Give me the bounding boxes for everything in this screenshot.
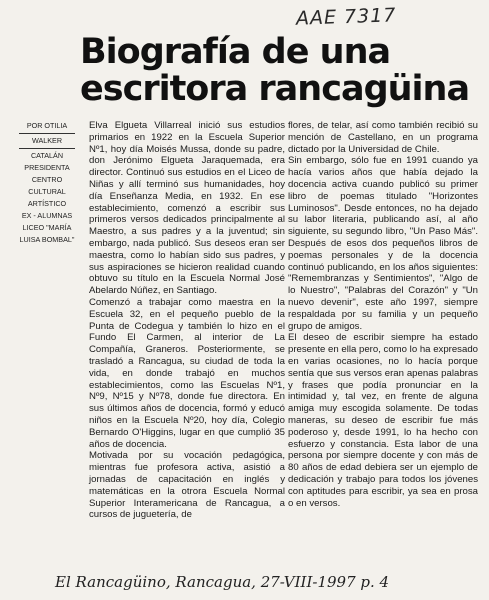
article-paragraph: Elva Elgueta Villarreal inició sus estudios primarios en 1922 en la Escuela Superior Nº1, hoy día Moisés Mussa, donde su padre, don Jerónimo Elgueta Jaraquemada, era director. Continuó sus estudios en el Liceo de Niñas y allí terminó sus humanidades, hoy día Enseñanza Media, en 1932. En ese establecimiento, comenzó a escribir sus primeros versos dedicados principalmente al Maestro, a sus padres y a la juventud; sin embargo, nada publicó. Sus deseos eran ser maestra, como lo habían sido sus padres, y sus aspiraciones se hicieron realidad cuando obtuvo su título en la Escuela Normal José Abelardo Núñez, en Santiago. (89, 120, 285, 297)
byline-line: EX - ALUMNAS (21, 211, 73, 220)
byline-line: POR OTILIA (26, 121, 68, 130)
headline-line-2: escritora rancagüina (80, 69, 470, 109)
byline-line: LUISA BOMBAL" (19, 235, 75, 244)
article-column-1 (89, 120, 285, 521)
archive-stamp: AAE 7317 (295, 4, 397, 30)
article-paragraph: El deseo de escribir siempre ha estado presente en ella pero, como lo ha expresado en varias ocasiones, no lo hacía porque sentía que sus versos eran apenas palabras y frases que podía pronunciar en la intimidad y, tal vez, en frente de alguna amiga muy escogida solamente. De todas maneras, su deseo de escribir fue más poderoso y, desde 1991, lo ha hecho con esfuerzo y constancia. Esta labor de una persona por siempre docente y con más de 80 años de edad debiera ser un ejemplo de dedicación y trabajo para todos los jóvenes con aptitudes para escribir, ya sea en prosa o en versos. (288, 332, 478, 509)
headline-line-1: Biografía de una (80, 32, 391, 72)
byline-divider (19, 148, 75, 149)
byline-line: CATALÁN (30, 151, 64, 160)
byline-line: LICEO "MARÍA (22, 223, 72, 232)
source-citation: El Rancagüino, Rancagua, 27-VIII-1997 p. 4 (55, 573, 390, 591)
article-paragraph: Sin embargo, sólo fue en 1991 cuando ya hacía varios años que había dejado la docencia activa cuando publicó su primer libro de poemas titulado "Horizontes Luminosos". Desde entonces, no ha dejado su labor literaria, publicando así, al año siguiente, su segundo libro, "Un Paso Más". Después de esos dos pequeños libros de poemas personales y de la docencia continuó publicando, en los años siguientes: "Remembranzas y Sentimientos", "Algo de lo Nuestro", "Palabras del Corazón" y "Un nuevo devenir", este año 1997, siempre respaldada por su familia y un pequeño grupo de amigos. (288, 155, 478, 332)
byline-line: CULTURAL (28, 187, 66, 196)
article-paragraph: Motivada por su vocación pedagógica, mientras fue profesora activa, asistió a jornadas de capacitación en inglés y matemáticas en la otrora Escuela Normal Superior Interamericana de Rancagua, a cursos de juguetería, de (89, 450, 285, 521)
article-column-2 (288, 120, 478, 509)
byline-line: PRESIDENTA (24, 163, 70, 172)
byline-line: CENTRO (31, 175, 63, 184)
article-paragraph: flores, de telar, así como también recibió su mención de Castellano, en un programa dictado por la Universidad de Chile. (288, 120, 478, 155)
article-paragraph: Comenzó a trabajar como maestra en la Escuela 32, en el pequeño pueblo de la Punta de Codegua y también lo hizo en el Fundo El Carmen, al interior de La Compañía, Graneros. Posteriormente, se trasladó a Rancagua, su ciudad de toda la vida, en donde trabajó en muchos establecimientos, como las Escuelas Nº1, Nº9, Nº15 y Nº78, donde fue directora. En sus últimos años de docencia, formó y educó niños en la Escuela Nº20, hoy día, Colegio Bernardo O'Higgins, lugar en que cumplió 35 años de docencia. (89, 296, 285, 450)
byline-line: ARTÍSTICO (27, 199, 67, 208)
author-byline (12, 120, 82, 246)
byline-divider (19, 133, 75, 134)
byline-line: WALKER (31, 136, 63, 145)
headline (80, 34, 480, 108)
